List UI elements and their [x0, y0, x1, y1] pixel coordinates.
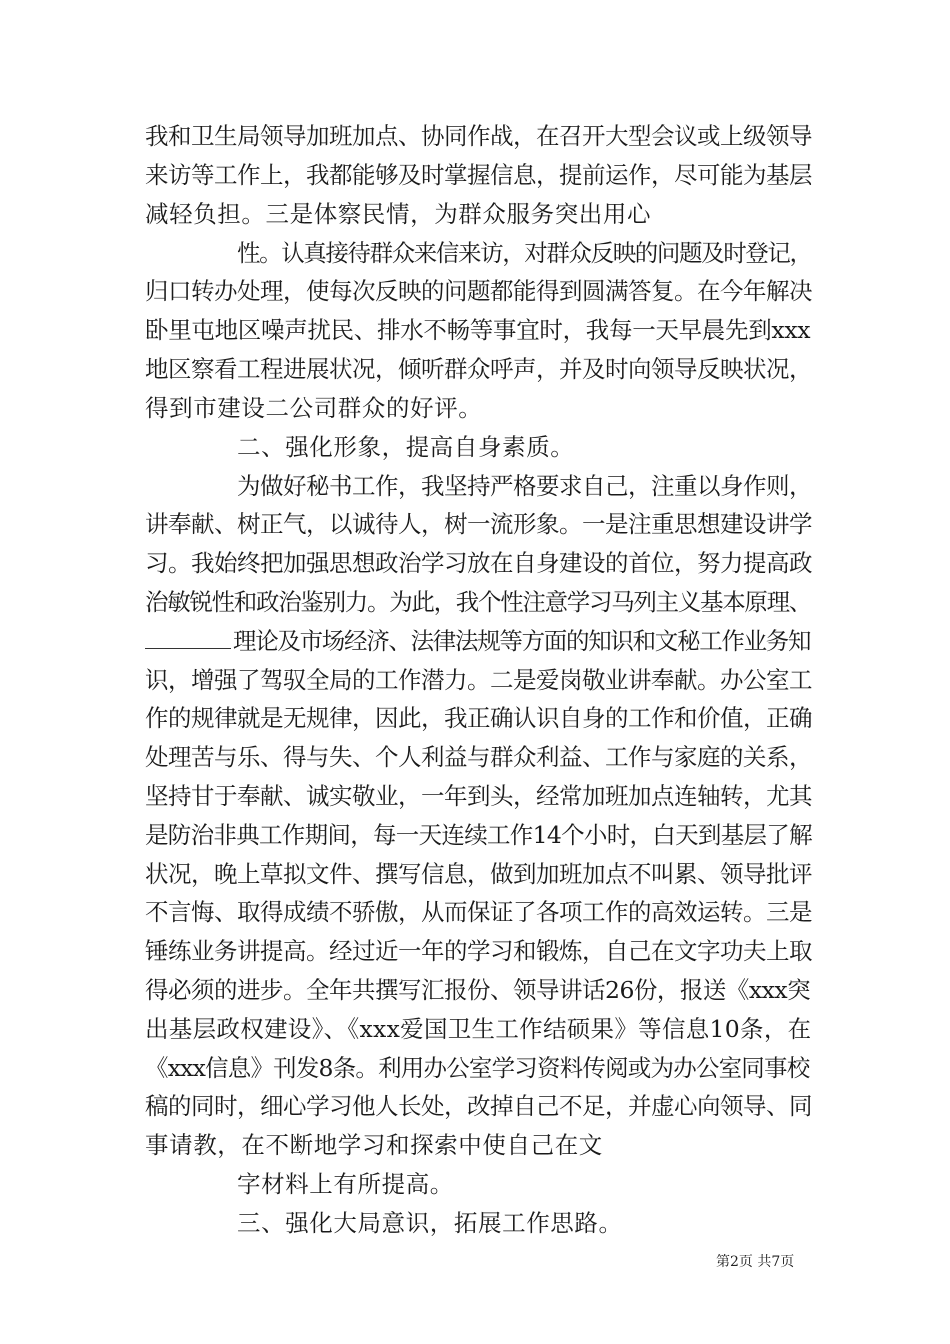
text-line: 处理苦与乐、得与失、个人利益与群众利益、工作与家庭的关系， [145, 743, 812, 771]
text-line: 治敏锐性和政治鉴别力。为此，我个性注意学习马列主义基本原理、 [145, 588, 811, 616]
text-line: 字材料上有所提高。 [237, 1170, 454, 1198]
section-heading: 三、强化大局意识，拓展工作思路。 [237, 1209, 623, 1237]
text-line: 事请教，在不断地学习和探索中使自己在文 [145, 1131, 603, 1159]
text-line: 讲奉献、树正气，以诚待人，树一流形象。一是注重思想建设讲学 [145, 510, 812, 538]
text-line: 性。认真接待群众来信来访，对群众反映的问题及时登记， [237, 239, 812, 267]
text-line: 为做好秘书工作，我坚持严格要求自己，注重以身作则， [237, 472, 812, 500]
text-line: 坚持甘于奉献、诚实敬业，一年到头，经常加班加点连轴转，尤其 [145, 782, 812, 810]
text-line: 得必须的进步。全年共撰写汇报份、领导讲话26份，报送《xxx突 [145, 976, 811, 1004]
text-line: 《xxx信息》刊发8条。利用办公室学习资料传阅或为办公室同事校 [145, 1054, 810, 1082]
text-line: 我和卫生局领导加班加点、协同作战，在召开大型会议或上级领导 [145, 122, 812, 150]
text-line: 来访等工作上，我都能够及时掌握信息，提前运作，尽可能为基层 [145, 161, 812, 189]
page-footer: 第2页 共7页 [716, 1254, 795, 1270]
text-line: 理论及市场经济、法律法规等方面的知识和文秘工作业务知 [233, 627, 811, 655]
text-line: 卧里屯地区噪声扰民、排水不畅等事宜时，我每一天早晨先到xxx [145, 316, 811, 344]
text-line: 得到市建设二公司群众的好评。 [145, 394, 483, 422]
text-line: 减轻负担。三是体察民情，为群众服务突出用心 [145, 200, 652, 228]
text-line: 出基层政权建设》、《xxx爱国卫生工作结硕果》等信息10条，在 [145, 1015, 812, 1043]
text-line: 不言悔、取得成绩不骄傲，从而保证了各项工作的高效运转。三是 [145, 898, 812, 926]
text-line: 是防治非典工作期间，每一天连续工作14个小时，白天到基层了解 [145, 821, 812, 849]
text-line: 归口转办处理，使每次反映的问题都能得到圆满答复。在今年解决 [145, 277, 812, 305]
text-line: 状况，晚上草拟文件、撰写信息，做到加班加点不叫累、领导批评 [145, 860, 812, 888]
section-heading: 二、强化形象，提高自身素质。 [237, 433, 575, 461]
text-line: 锤练业务讲提高。经过近一年的学习和锻炼，自己在文字功夫上取 [145, 937, 812, 965]
text-line: 作的规律就是无规律，因此，我正确认识自身的工作和价值，正确 [145, 704, 812, 732]
text-line: 习。我始终把加强思想政治学习放在自身建设的首位，努力提高政 [145, 549, 812, 577]
blank-underline [145, 628, 231, 649]
text-line: 识，增强了驾驭全局的工作潜力。二是爱岗敬业讲奉献。办公室工 [145, 666, 812, 694]
text-line-with-blank [145, 626, 810, 656]
text-line: 地区察看工程进展状况，倾听群众呼声，并及时向领导反映状况， [145, 355, 812, 383]
text-line: 稿的同时，细心学习他人长处，改掉自己不足，并虚心向领导、同 [145, 1092, 812, 1120]
